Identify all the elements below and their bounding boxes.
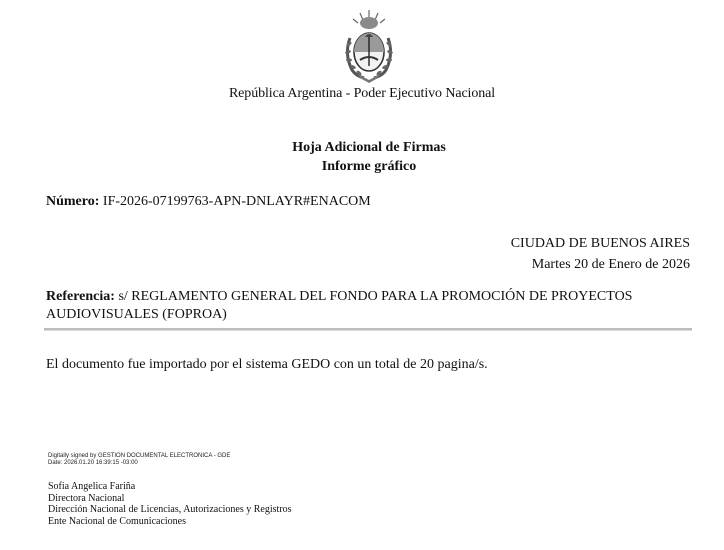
place-and-date <box>511 233 690 275</box>
signer-office: Dirección Nacional de Licencias, Autorizaciones y Registros <box>48 504 292 515</box>
city: CIUDAD DE BUENOS AIRES <box>510 236 690 251</box>
signer-name: Sofia Angelica Fariña <box>48 481 136 492</box>
signer-role: Directora Nacional <box>48 492 125 504</box>
digital-signature-line-1: Digitally signed by GESTION DOCUMENTAL ELECTRONICA - GDE <box>48 453 231 459</box>
title-line-1: Hoja Adicional de Firmas <box>292 140 446 155</box>
date: Martes 20 de Enero de 2026 <box>531 257 690 272</box>
document-number <box>46 194 371 210</box>
digital-signature-line-2: Date: 2026.01.20 16:39:15 -03:00 <box>48 460 138 466</box>
numero-value: IF-2026-07199763-APN-DNLAYR#ENACOM <box>102 194 371 209</box>
divider <box>44 328 692 331</box>
document-title <box>0 138 724 176</box>
referencia-value: s/ REGLAMENTO GENERAL DEL FONDO PARA LA PROMOCIÓN DE PROYECTOS AUDIOVISUALES (FOPROA) <box>46 289 633 322</box>
reference <box>46 288 686 324</box>
referencia-label: Referencia: <box>46 289 115 304</box>
signer-block <box>48 481 292 527</box>
digital-signature-stamp <box>48 453 230 467</box>
title-line-2: Informe gráfico <box>321 159 417 174</box>
signer-entity: Ente Nacional de Comunicaciones <box>48 515 187 527</box>
numero-label: Número: <box>46 194 100 209</box>
argentina-coat-of-arms-icon <box>340 8 398 84</box>
government-header: República Argentina - Poder Ejecutivo Nacional <box>228 86 496 101</box>
body-text: El documento fue importado por el sistema GEDO con un total de 20 pagina/s. <box>46 357 488 372</box>
